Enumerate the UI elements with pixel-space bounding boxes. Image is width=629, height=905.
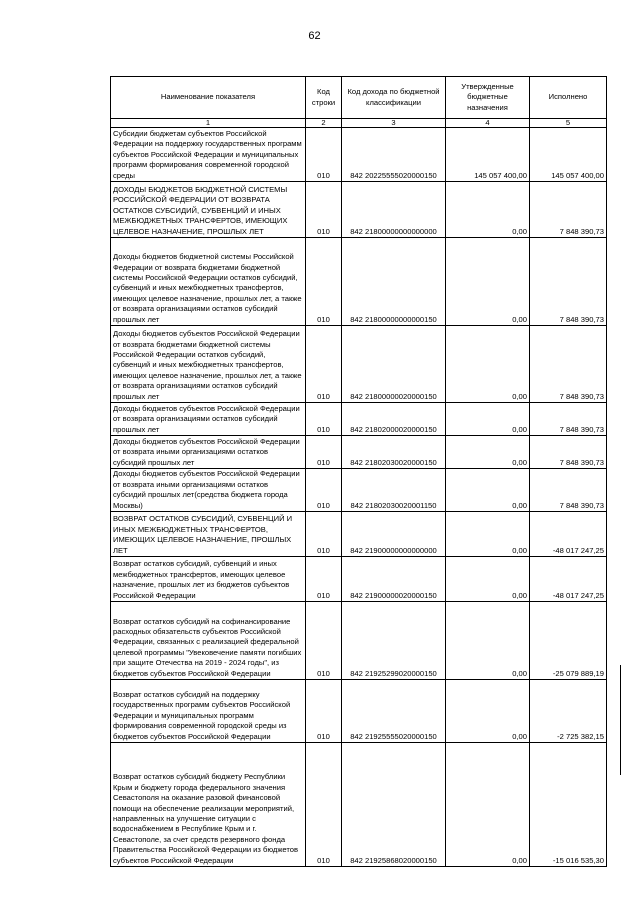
table-row	[111, 512, 607, 557]
row-code: 010	[306, 238, 342, 326]
table-row	[111, 557, 607, 602]
table-row	[111, 743, 607, 867]
row-kbk: 842 21925555020000150	[342, 680, 446, 743]
row-executed: 7 848 390,73	[530, 182, 607, 238]
column-number: 5	[530, 119, 607, 128]
row-code: 010	[306, 469, 342, 512]
row-code: 010	[306, 512, 342, 557]
row-code: 010	[306, 326, 342, 403]
row-approved: 0,00	[446, 182, 530, 238]
row-name: ДОХОДЫ БЮДЖЕТОВ БЮДЖЕТНОЙ СИСТЕМЫ РОССИЙСКОЙ ФЕДЕРАЦИИ ОТ ВОЗВРАТА ОСТАТКОВ СУБСИДИЙ, СУБВЕНЦИЙ И ИНЫХ МЕЖБЮДЖЕТНЫХ ТРАНСФЕРТОВ, ИМЕЮЩИХ ЦЕЛЕВОЕ НАЗНАЧЕНИЕ, ПРОШЛЫХ ЛЕТ	[111, 182, 306, 238]
row-executed: -25 079 889,19	[530, 602, 607, 680]
row-code: 010	[306, 436, 342, 469]
row-approved: 0,00	[446, 743, 530, 867]
row-name: Возврат остатков субсидий, субвенций и иных межбюджетных трансфертов, имеющих целевое назначение, прошлых лет из бюджетов субъектов Российской Федерации	[111, 557, 306, 602]
header-kbk: Код дохода по бюджетной классификации	[342, 77, 446, 119]
row-kbk: 842 21925868020000150	[342, 743, 446, 867]
row-executed: -48 017 247,25	[530, 512, 607, 557]
table-row	[111, 326, 607, 403]
row-kbk: 842 21802030020001150	[342, 469, 446, 512]
row-name: ВОЗВРАТ ОСТАТКОВ СУБСИДИЙ, СУБВЕНЦИЙ И ИНЫХ МЕЖБЮДЖЕТНЫХ ТРАНСФЕРТОВ, ИМЕЮЩИХ ЦЕЛЕВОЕ НАЗНАЧЕНИЕ, ПРОШЛЫХ ЛЕТ	[111, 512, 306, 557]
row-name: Возврат остатков субсидий на поддержку государственных программ субъектов Российской Федерации и муниципальных программ формирования современной городской среды из бюджетов субъектов Российской Федерации	[111, 680, 306, 743]
table-row	[111, 182, 607, 238]
row-executed: -48 017 247,25	[530, 557, 607, 602]
table-row	[111, 403, 607, 436]
row-approved: 0,00	[446, 436, 530, 469]
row-code: 010	[306, 743, 342, 867]
row-approved: 0,00	[446, 602, 530, 680]
row-code: 010	[306, 602, 342, 680]
row-name: Доходы бюджетов субъектов Российской Федерации от возврата иными организациями остатков субсидий прошлых лет	[111, 436, 306, 469]
header-row	[111, 77, 607, 119]
table-row	[111, 602, 607, 680]
row-kbk: 842 21800000000000000	[342, 182, 446, 238]
column-number: 2	[306, 119, 342, 128]
page-number: 62	[308, 30, 321, 42]
row-approved: 0,00	[446, 326, 530, 403]
header-approved: Утвержденные бюджетные назначения	[446, 77, 530, 119]
column-number: 4	[446, 119, 530, 128]
row-executed: 7 848 390,73	[530, 403, 607, 436]
row-kbk: 842 21800000020000150	[342, 326, 446, 403]
column-number: 1	[111, 119, 306, 128]
row-approved: 0,00	[446, 238, 530, 326]
row-executed: -15 016 535,30	[530, 743, 607, 867]
row-name: Доходы бюджетов бюджетной системы Российской Федерации от возврата бюджетами бюджетной системы Российской Федерации остатков субсидий, субвенций и иных межбюджетных трансфертов, имеющих целевое назначение, прошлых лет, а также от возврата организациями остатков субсидий прошлых лет	[111, 238, 306, 326]
row-approved: 0,00	[446, 512, 530, 557]
row-code: 010	[306, 182, 342, 238]
row-approved: 0,00	[446, 469, 530, 512]
column-number-row	[111, 119, 607, 128]
row-approved: 0,00	[446, 680, 530, 743]
row-approved: 0,00	[446, 403, 530, 436]
table-row	[111, 680, 607, 743]
row-name: Доходы бюджетов субъектов Российской Федерации от возврата бюджетами бюджетной системы Российской Федерации остатков субсидий, субвенций и иных межбюджетных трансфертов, имеющих целевое назначение, прошлых лет, а также от возврата организациями остатков субсидий прошлых лет	[111, 326, 306, 403]
row-kbk: 842 20225555020000150	[342, 128, 446, 182]
header-executed: Исполнено	[530, 77, 607, 119]
row-executed: 7 848 390,73	[530, 469, 607, 512]
row-code: 010	[306, 680, 342, 743]
row-kbk: 842 21802030020000150	[342, 436, 446, 469]
row-kbk: 842 21925299020000150	[342, 602, 446, 680]
row-name: Субсидии бюджетам субъектов Российской Федерации на поддержку государственных программ субъектов Российской Федерации и муниципальных программ формирования современной городской среды	[111, 128, 306, 182]
table-row	[111, 238, 607, 326]
scan-edge-mark	[620, 665, 621, 775]
row-approved: 145 057 400,00	[446, 128, 530, 182]
budget-report-table	[110, 76, 607, 867]
row-name: Доходы бюджетов субъектов Российской Федерации от возврата организациями остатков субсидий прошлых лет	[111, 403, 306, 436]
row-kbk: 842 21800000000000150	[342, 238, 446, 326]
row-name: Доходы бюджетов субъектов Российской Федерации от возврата иными организациями остатков субсидий прошлых лет(средства бюджета города Москвы)	[111, 469, 306, 512]
table-row	[111, 469, 607, 512]
row-name: Возврат остатков субсидий бюджету Республики Крым и бюджету города федерального значения Севастополя на оказание разовой финансовой помощи на обеспечение реализации мероприятий, направленных на улучшение ситуации с водоснабжением в Республике Крым и г. Севастополе, за счет средств резервного фонда Правительства Российской Федерации из бюджетов субъектов Российской Федерации	[111, 743, 306, 867]
row-code: 010	[306, 557, 342, 602]
header-code: Код строки	[306, 77, 342, 119]
row-approved: 0,00	[446, 557, 530, 602]
row-name: Возврат остатков субсидий на софинансирование расходных обязательств субъектов Российской Федерации, связанных с реализацией федеральной целевой программы "Увековечение памяти погибших при защите Отечества на 2019 - 2024 годы", из бюджетов субъектов Российской Федерации	[111, 602, 306, 680]
row-executed: -2 725 382,15	[530, 680, 607, 743]
row-executed: 7 848 390,73	[530, 238, 607, 326]
row-executed: 7 848 390,73	[530, 436, 607, 469]
table-row	[111, 436, 607, 469]
row-code: 010	[306, 403, 342, 436]
row-kbk: 842 21900000020000150	[342, 557, 446, 602]
row-executed: 7 848 390,73	[530, 326, 607, 403]
row-executed: 145 057 400,00	[530, 128, 607, 182]
table-row	[111, 128, 607, 182]
header-name: Наименование показателя	[111, 77, 306, 119]
column-number: 3	[342, 119, 446, 128]
row-kbk: 842 21802000020000150	[342, 403, 446, 436]
row-kbk: 842 21900000000000000	[342, 512, 446, 557]
row-code: 010	[306, 128, 342, 182]
